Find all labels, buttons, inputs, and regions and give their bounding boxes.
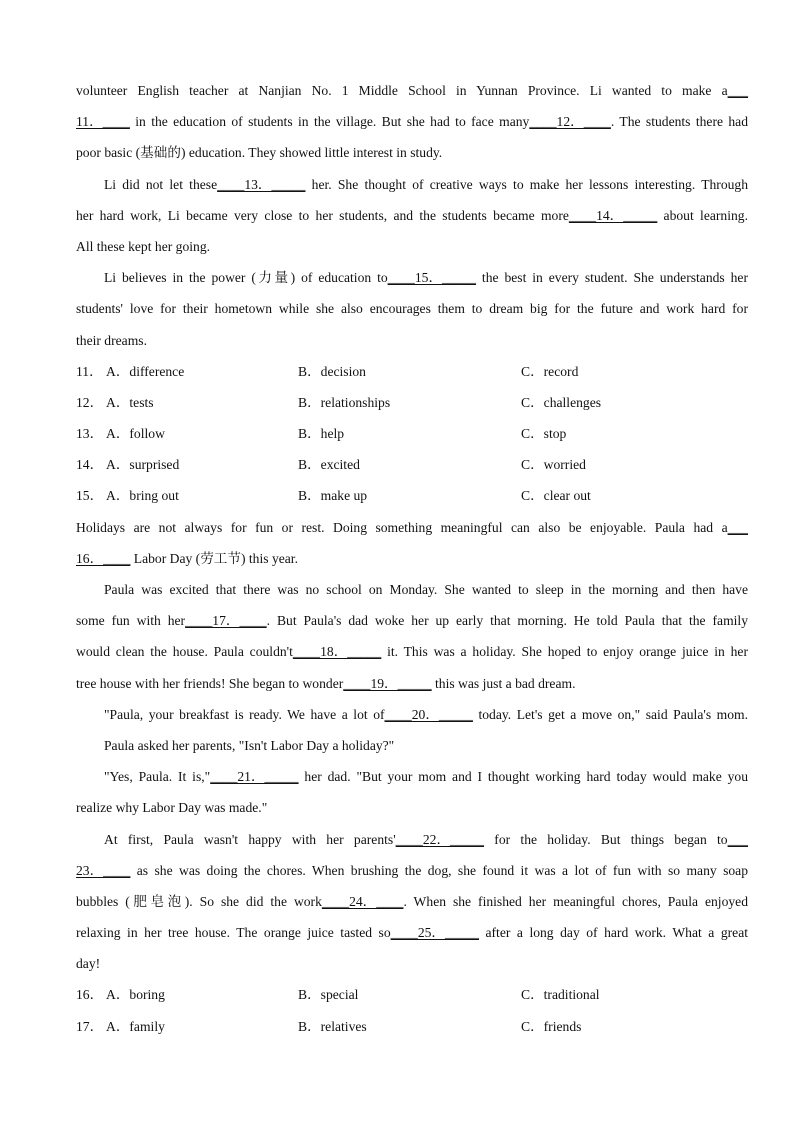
option-a: A．boring [106,987,165,1003]
option-row [76,418,748,449]
text-segment: students' love for their hometown while she also encourages them to dream big for the future and work hard for [76,301,748,317]
text-line [76,761,748,792]
option-row [76,356,748,387]
option-a: A．tests [106,394,154,410]
question-number: 12． [76,394,104,410]
text-line [76,106,748,137]
text-line [76,699,748,730]
answer-blank: 11．____ [76,114,130,130]
option-row [76,979,748,1010]
text-segment: Labor Day (劳工节) this year. [130,550,298,566]
option-a: A．bring out [106,488,179,504]
text-line [76,605,748,636]
option-b: B．make up [298,488,368,504]
text-segment: her dad. "But your mom and I thought working hard today would make you [298,769,748,785]
text-segment: it. This was a holiday. She hoped to enjoy orange juice in her [381,644,748,660]
text-line [76,262,748,293]
text-line [76,730,748,761]
text-segment: as she was doing the chores. When brushing the dog, she found it was a lot of fun with so many soap [130,862,748,878]
text-segment: this was just a bad dream. [431,675,576,691]
text-segment: her. She thought of creative ways to make her lessons interesting. Through [305,176,749,192]
text-segment: . When she finished her meaningful chores, Paula enjoyed [403,893,748,909]
text-segment: volunteer English teacher at Nanjian No. 1 Middle School in Yunnan Province. Li wanted to make a [76,83,728,98]
text-line [76,886,748,917]
text-line [76,948,748,979]
option-b: B．decision [298,363,366,379]
passage-two [76,512,748,980]
answer-blank: ____12．____ [529,114,611,130]
options-one [76,356,748,512]
option-a: A．difference [106,363,185,379]
option-c: C．record [521,363,579,379]
text-line [76,636,748,667]
text-segment: tree house with her friends! She began to wonder [76,675,344,691]
text-segment: Li did not let these [104,176,218,192]
passage-one [76,75,748,356]
question-number: 11． [76,363,103,379]
option-b: B．help [298,426,345,442]
question-number: 13． [76,426,104,442]
option-c: C．friends [521,1018,582,1034]
text-segment: realize why Labor Day was made." [76,800,268,816]
option-b: B．excited [298,457,360,473]
text-segment: Holidays are not always for fun or rest. Doing something meaningful can also be enjoyable. Paula had a [76,519,728,535]
text-segment: would clean the house. Paula couldn't [76,644,293,660]
option-c: C．worried [521,457,586,473]
option-a: A．follow [106,426,165,442]
text-segment: the best in every student. She understands her [476,270,748,286]
answer-blank: ____22．_____ [395,831,485,847]
text-segment: after a long day of hard work. What a great [478,925,749,941]
text-line [76,512,748,543]
text-segment: poor basic (基础的) education. They showed little interest in study. [76,145,443,161]
answer-blank: 16．____ [76,550,131,566]
answer-blank: ____18．_____ [292,644,382,660]
text-line [76,200,748,231]
text-line [76,543,748,574]
answer-blank: ____19．_____ [343,675,432,691]
text-segment: "Yes, Paula. It is," [104,769,211,785]
option-c: C．stop [521,426,567,442]
text-line [76,293,748,324]
question-number: 14． [76,457,104,473]
text-segment: some fun with her [76,613,186,629]
text-segment: Paula was excited that there was no school on Monday. She wanted to sleep in the morning and then have [104,582,748,597]
option-a: A．family [106,1018,165,1034]
text-segment: today. Let's get a move on," said Paula's mom. [472,706,748,722]
text-segment: Paula asked her parents, "Isn't Labor Day a holiday?" [104,737,395,753]
option-c: C．clear out [521,488,591,504]
answer-blank: ____25．_____ [390,925,479,941]
text-line [76,855,748,886]
question-number: 17． [76,1018,104,1034]
text-segment: her hard work, Li became very close to her students, and the students became more [76,207,569,223]
text-line [76,792,748,823]
answer-blank: ____14．_____ [568,207,658,223]
answer-blank: ____20．_____ [384,706,473,722]
text-segment: bubbles (肥皂泡). So she did the work [76,893,322,909]
text-segment: At first, Paula wasn't happy with her parents' [104,831,396,847]
text-segment: day! [76,956,101,972]
text-segment: . But Paula's dad woke her up early that morning. He told Paula that the family [266,613,748,629]
text-segment: . The students there had [610,114,749,130]
option-b: B．relatives [298,1018,367,1034]
text-segment: in the education of students in the village. But she had to face many [129,114,530,130]
text-segment: for the holiday. But things began to [484,831,728,847]
answer-blank: ___ [727,83,748,98]
text-line [76,917,748,948]
option-row [76,387,748,418]
answer-blank: ____15．_____ [387,270,477,286]
option-row [76,480,748,511]
text-line [76,824,748,855]
text-line [76,75,748,106]
text-line [76,574,748,605]
answer-blank: ___ [727,519,748,535]
text-line [76,231,748,262]
text-segment: about learning. [657,207,748,223]
option-a: A．surprised [106,457,180,473]
text-segment: All these kept her going. [76,238,211,254]
option-c: C．challenges [521,394,602,410]
text-segment: "Paula, your breakfast is ready. We have a lot of [104,706,385,722]
text-segment: relaxing in her tree house. The orange juice tasted so [76,925,391,941]
answer-blank: ____17．____ [185,613,267,629]
answer-blank: ____21．_____ [210,769,299,785]
option-row [76,449,748,480]
question-number: 16． [76,987,104,1003]
option-b: B．relationships [298,394,391,410]
text-line [76,137,748,168]
text-line [76,325,748,356]
text-segment: their dreams. [76,332,147,348]
options-two [76,979,748,1041]
question-number: 15． [76,488,104,504]
text-line [76,169,748,200]
option-c: C．traditional [521,987,600,1003]
answer-blank: 23．____ [76,862,131,878]
text-line [76,668,748,699]
text-segment: Li believes in the power (力量) of education to [104,270,388,286]
answer-blank: ____24．____ [321,893,404,909]
document-page [76,75,748,1042]
option-row [76,1011,748,1042]
answer-blank: ___ [727,831,748,847]
answer-blank: ____13．_____ [217,176,306,192]
option-b: B．special [298,987,359,1003]
